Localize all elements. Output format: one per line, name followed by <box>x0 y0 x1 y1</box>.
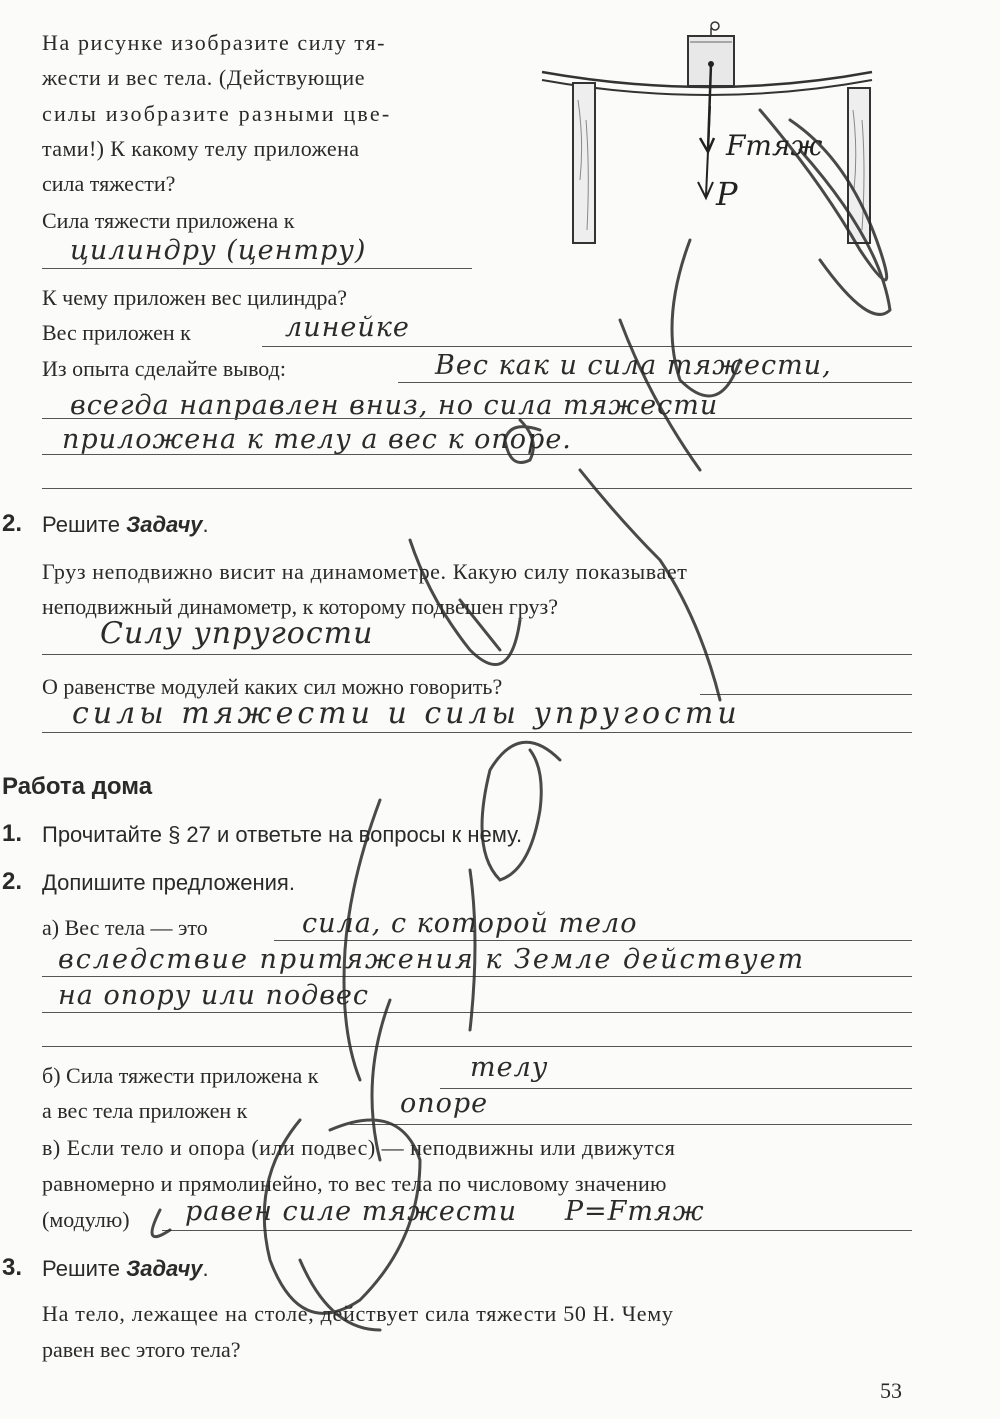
task2-text-line: Груз неподвижно висит на динамометре. Какую силу показывает <box>42 559 688 584</box>
homework-item3-heading <box>42 1256 209 1282</box>
item-b-answer1: телу <box>470 1052 549 1083</box>
task2-heading-bold: Задачу <box>126 512 203 537</box>
task1-prompt-line: тами!) К какому телу приложена <box>42 136 360 161</box>
answer-line <box>398 382 912 383</box>
item3-text-line: На тело, лежащее на столе, действует сила тяжести 50 Н. Чему <box>42 1301 674 1326</box>
page-number: 53 <box>880 1378 902 1403</box>
item-b-answer2: опоре <box>400 1088 489 1119</box>
item-b-label1: б) Сила тяжести приложена к <box>42 1063 319 1088</box>
answer-line <box>42 418 912 419</box>
answer-line <box>42 454 912 455</box>
task2-number: 2. <box>2 510 23 537</box>
answer-line <box>42 732 912 733</box>
weight-applied-answer: линейке <box>285 312 410 343</box>
item-c-text-line: равномерно и прямолинейно, то вес тела по числовому значению <box>42 1171 667 1196</box>
conclusion-answer-line: всегда направлен вниз, но сила тяжести <box>70 390 719 421</box>
answer-line <box>42 1046 912 1047</box>
answer-line <box>42 488 912 489</box>
task2-answer1: Силу упругости <box>100 616 374 651</box>
weight-applied-question: Вес приложен к <box>42 320 191 345</box>
weight-force-label: P <box>716 175 738 213</box>
homework-item3-number: 3. <box>2 1254 23 1281</box>
conclusion-answer-line: Вес как и сила тяжести, <box>435 350 832 381</box>
item-a-answer-line: вследствие притяжения к Земле действует <box>58 944 806 975</box>
item-a-answer-line: сила, с которой тело <box>302 908 638 939</box>
task1-prompt-line: сила тяжести? <box>42 171 176 196</box>
answer-line <box>350 1124 912 1125</box>
answer-line <box>440 1088 912 1089</box>
task2-heading <box>42 512 209 538</box>
conclusion-question: Из опыта сделайте вывод: <box>42 356 286 381</box>
answer-line <box>42 268 472 269</box>
answer-line <box>274 940 912 941</box>
homework-item2-text: Допишите предложения. <box>42 870 295 895</box>
weight-cylinder-question: К чему приложен вес цилиндра? <box>42 285 347 310</box>
homework-item1-text: Прочитайте § 27 и ответьте на вопросы к нему. <box>42 822 523 847</box>
gravity-applied-question: Сила тяжести приложена к <box>42 208 295 233</box>
task2-heading-suffix: . <box>202 512 209 537</box>
homework-title: Работа дома <box>2 773 153 800</box>
task2-heading-prefix: Решите <box>42 512 120 537</box>
item3-text-line: равен вес этого тела? <box>42 1337 241 1362</box>
answer-line <box>262 346 912 347</box>
item3-heading-bold: Задачу <box>126 1256 203 1281</box>
item-a-answer-line: на опору или подвес <box>58 980 370 1011</box>
task2-answer2: силы тяжести и силы упругости <box>72 696 741 731</box>
conclusion-answer-line: приложена к телу а вес к опоре. <box>62 424 572 455</box>
task2-question2: О равенстве модулей каких сил можно говорить? <box>42 674 503 699</box>
gravity-force-label: Fтяж <box>726 129 823 162</box>
item-b-label2: а вес тела приложен к <box>42 1098 248 1123</box>
task2-text-line: неподвижный динамометр, к которому подвешен груз? <box>42 594 558 619</box>
answer-line <box>42 1012 912 1013</box>
item-c-label: (модулю) <box>42 1207 130 1232</box>
answer-line <box>162 1230 912 1231</box>
table-weight-figure <box>540 20 880 260</box>
task1-prompt-line: На рисунке изобразите силу тя- <box>42 30 387 55</box>
answer-line <box>42 654 912 655</box>
item-c-text-line: в) Если тело и опора (или подвес) — неподвижны или движутся <box>42 1135 676 1160</box>
item3-heading-prefix: Решите <box>42 1256 120 1281</box>
gravity-applied-answer: цилиндру (центру) <box>70 235 367 266</box>
item-a-label: а) Вес тела — это <box>42 915 208 940</box>
item-c-answer: равен силе тяжести P=Fтяж <box>185 1196 705 1227</box>
task1-prompt-line: жести и вес тела. (Действующие <box>42 65 366 90</box>
homework-item1-number: 1. <box>2 820 23 847</box>
item3-heading-suffix: . <box>202 1256 209 1281</box>
answer-line <box>700 694 912 695</box>
task1-prompt-line: силы изобразите разными цве- <box>42 101 392 126</box>
homework-item2-number: 2. <box>2 868 23 895</box>
answer-line <box>42 976 912 977</box>
